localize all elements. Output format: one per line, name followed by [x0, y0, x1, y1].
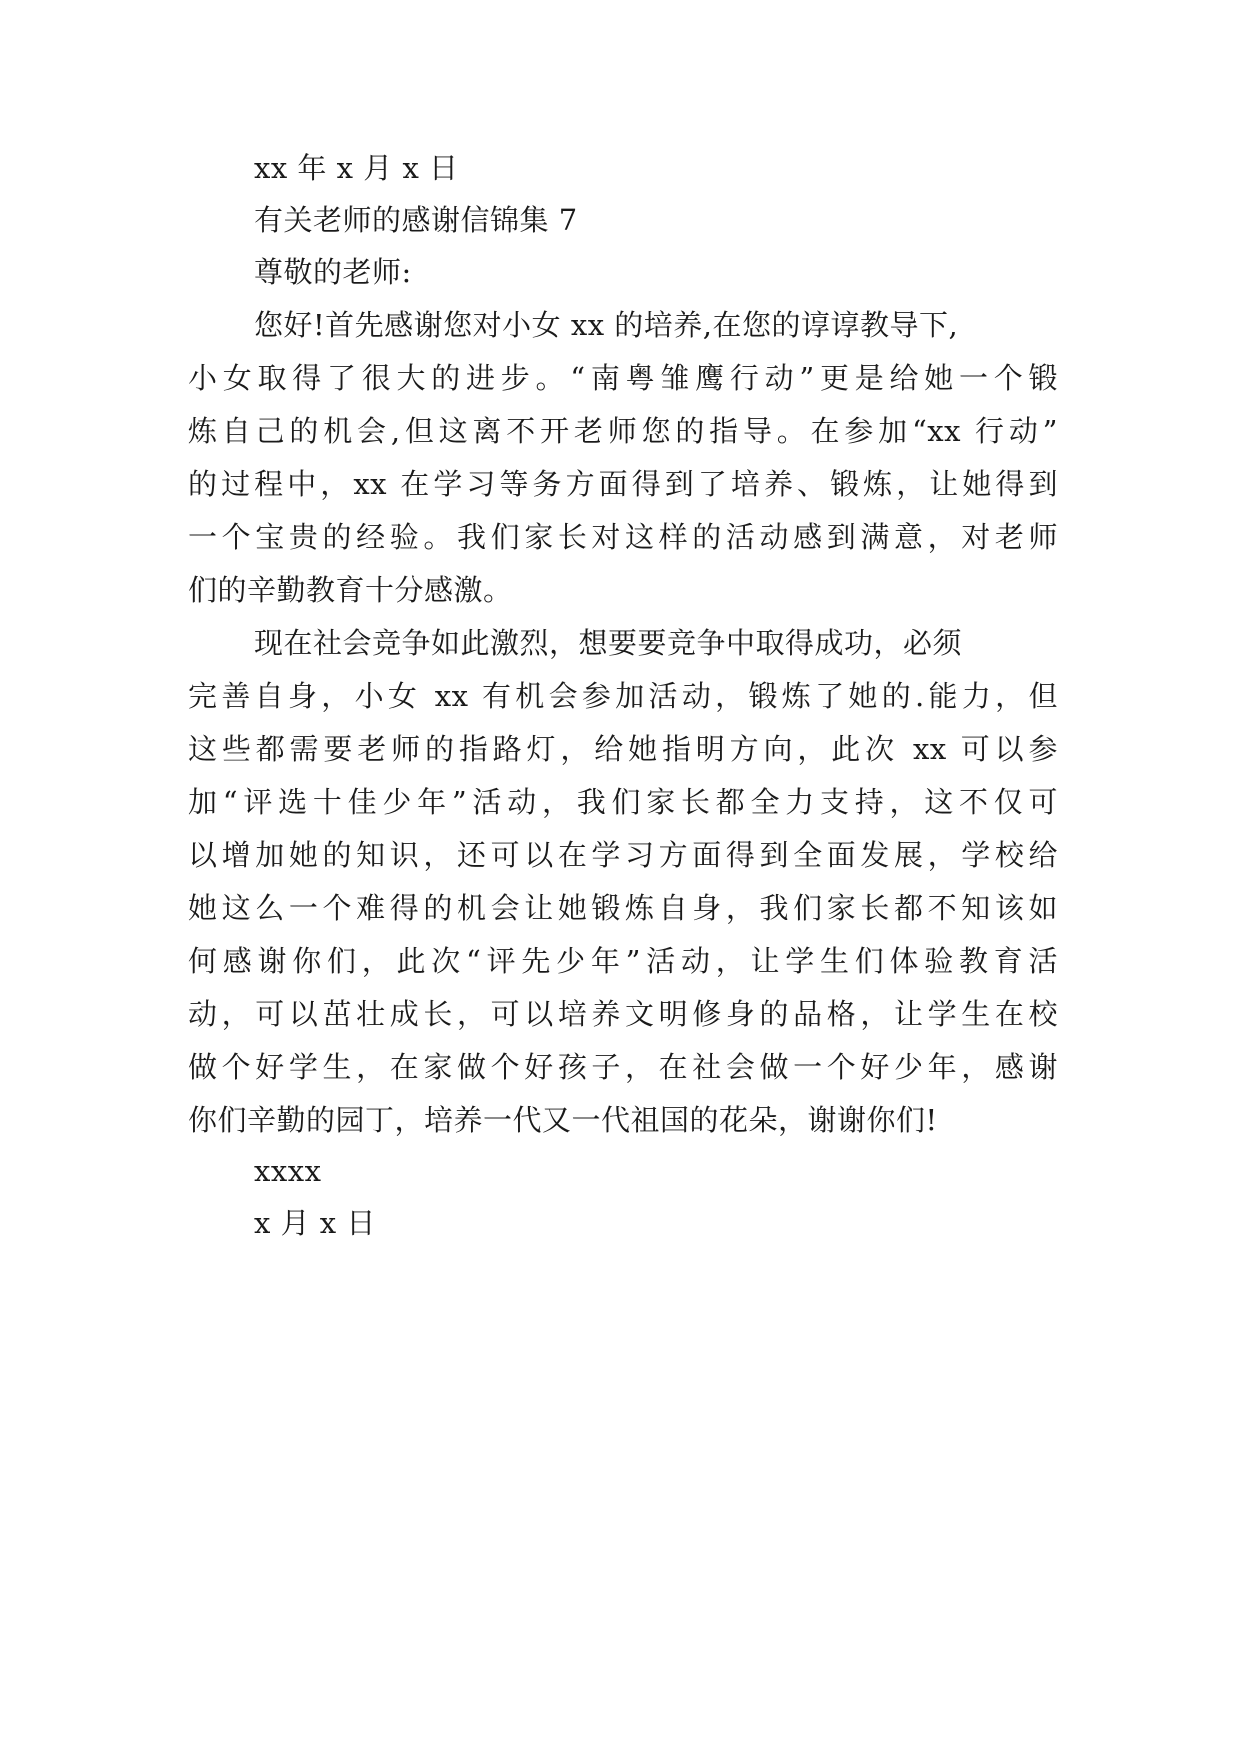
paragraph2-line: 何感谢你们，此次“评先少年”活动，让学生们体验教育活	[188, 944, 1058, 978]
paragraph2-line: 完善自身，小女 xx 有机会参加活动，锻炼了她的.能力，但	[188, 679, 1058, 713]
paragraph2-line: 这些都需要老师的指路灯，给她指明方向，此次 xx 可以参	[188, 732, 1058, 766]
signature: xxxx	[254, 1154, 322, 1188]
paragraph1-line: 小女取得了很大的进步。“南粤雏鹰行动”更是给她一个锻	[188, 361, 1058, 395]
paragraph1-line: 炼自己的机会,但这离不开老师您的指导。在参加“xx 行动”	[188, 414, 1058, 448]
paragraph1-line: 们的辛勤教育十分感激。	[188, 573, 513, 607]
paragraph2-line: 你们辛勤的园丁，培养一代又一代祖国的花朵，谢谢你们!	[188, 1103, 938, 1137]
letter-title: 有关老师的感谢信锦集 7	[254, 203, 578, 237]
bottom-date: x 月 x 日	[254, 1206, 376, 1240]
paragraph2-line: 做个好学生，在家做个好孩子，在社会做一个好少年，感谢	[188, 1050, 1058, 1084]
top-date: xx 年 x 月 x 日	[254, 151, 459, 185]
paragraph1-line: 的过程中，xx 在学习等务方面得到了培养、锻炼，让她得到	[188, 467, 1058, 501]
paragraph2-line: 现在社会竞争如此激烈，想要要竞争中取得成功，必须	[254, 626, 963, 660]
paragraph1-line: 您好!首先感谢您对小女 xx 的培养,在您的谆谆教导下,	[254, 308, 959, 342]
paragraph2-line: 动，可以茁壮成长，可以培养文明修身的品格，让学生在校	[188, 997, 1058, 1031]
paragraph2-line: 她这么一个难得的机会让她锻炼自身，我们家长都不知该如	[188, 891, 1058, 925]
paragraph2-line: 以增加她的知识，还可以在学习方面得到全面发展，学校给	[188, 838, 1058, 872]
salutation: 尊敬的老师:	[254, 255, 412, 289]
paragraph1-line: 一个宝贵的经验。我们家长对这样的活动感到满意，对老师	[188, 520, 1058, 554]
paragraph2-line: 加“评选十佳少年”活动，我们家长都全力支持，这不仅可	[188, 785, 1058, 819]
